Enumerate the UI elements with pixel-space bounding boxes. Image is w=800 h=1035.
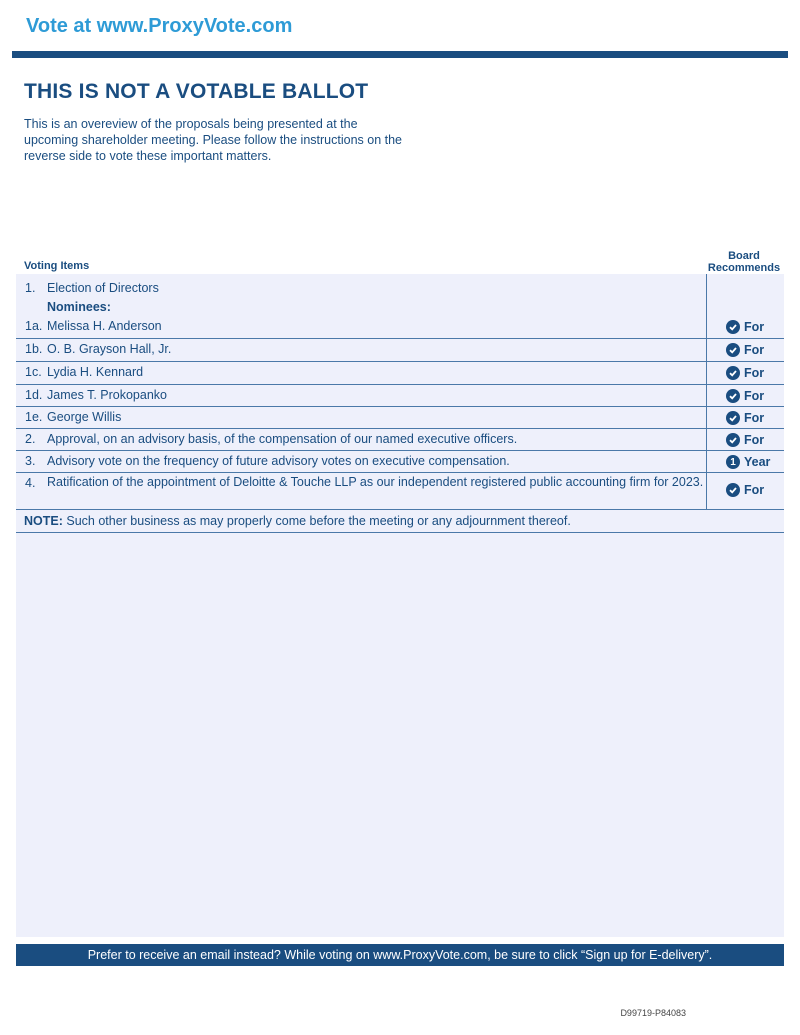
intro-text: This is an overeview of the proposals being presented at the upcoming shareholder meeting. Please follow the instructions on the reverse side to vote these important matters. (24, 117, 402, 163)
item-number: 1c. (25, 365, 42, 379)
header-url-title[interactable]: Vote at www.ProxyVote.com (26, 15, 293, 37)
item-number: 1a. (25, 319, 43, 333)
recommendation (726, 343, 764, 357)
table-row (16, 385, 784, 407)
page-title: THIS IS NOT A VOTABLE BALLOT (24, 80, 369, 103)
election-row (16, 274, 784, 339)
recommendation (726, 320, 764, 334)
check-icon (726, 389, 740, 403)
note-body: Such other business as may properly come before the meeting or any adjournment thereof. (62, 514, 571, 528)
item-text: George Willis (47, 410, 122, 424)
recommendation-value: For (744, 389, 765, 403)
item-number: 3. (25, 454, 36, 468)
item-text: Melissa H. Anderson (47, 319, 162, 333)
board-recommends-header (700, 250, 788, 274)
table-row (16, 451, 784, 473)
recommendation (726, 411, 764, 425)
check-icon (726, 366, 740, 380)
note-text (24, 514, 571, 528)
item-text: Advisory vote on the frequency of future advisory votes on executive compensation. (47, 454, 510, 468)
recommendation-value: For (744, 343, 765, 357)
table-row (16, 473, 784, 510)
item-text: Ratification of the appointment of Deloitte & Touche LLP as our independent registered public accounting firm for 2023. (47, 475, 704, 489)
check-icon (726, 411, 740, 425)
item-text: Election of Directors (47, 281, 159, 295)
board-recommends-label: Board Recommends (707, 250, 781, 274)
header-divider (12, 51, 788, 58)
note-divider (16, 532, 784, 533)
voting-items-header: Voting Items (24, 260, 90, 272)
recommendation (726, 455, 770, 469)
check-icon (726, 483, 740, 497)
recommendation-value: For (744, 483, 765, 497)
item-number: 1e. (25, 410, 43, 424)
recommendation-value: For (744, 433, 765, 447)
item-number: 1b. (25, 342, 43, 356)
nominees-label: Nominees: (47, 300, 111, 314)
recommendation (726, 433, 764, 447)
table-row (16, 429, 784, 451)
check-icon (726, 433, 740, 447)
document-id: D99719-P84083 (620, 1008, 686, 1018)
table-row (16, 407, 784, 429)
check-icon (726, 343, 740, 357)
item-text: James T. Prokopanko (47, 388, 167, 402)
table-row (16, 362, 784, 385)
item-number: 1. (25, 281, 36, 295)
number-badge-icon: 1 (726, 455, 740, 469)
item-number: 2. (25, 432, 36, 446)
e-delivery-banner (16, 944, 784, 966)
recommendation-value: For (744, 411, 765, 425)
table-row (16, 339, 784, 362)
recommendation (726, 366, 764, 380)
item-text: Approval, on an advisory basis, of the compensation of our named executive officers. (47, 432, 518, 446)
recommendation-value: Year (744, 455, 771, 469)
recommendation (726, 483, 764, 497)
e-delivery-text: Prefer to receive an email instead? While voting on www.ProxyVote.com, be sure to click “Sign up for E-delivery”. (87, 948, 713, 962)
recommendation-value: For (744, 366, 765, 380)
check-icon (726, 320, 740, 334)
item-number: 1d. (25, 388, 43, 402)
note-label: NOTE: (24, 514, 63, 528)
recommendation-value: For (744, 320, 765, 334)
item-number: 4. (25, 476, 36, 490)
recommendation (726, 389, 764, 403)
item-text: O. B. Grayson Hall, Jr. (47, 342, 172, 356)
item-text: Lydia H. Kennard (47, 365, 144, 379)
